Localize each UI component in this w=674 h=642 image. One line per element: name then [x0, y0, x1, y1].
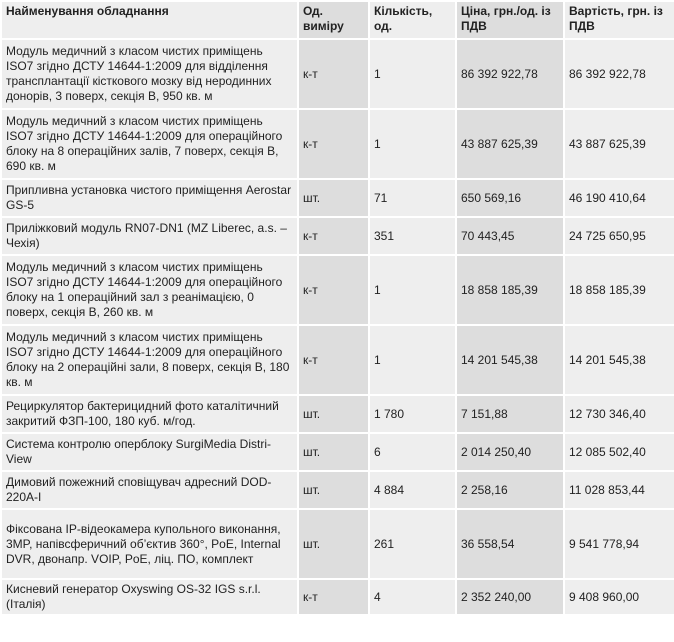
cell-total-cost: 9 408 960,00	[565, 580, 674, 614]
cell-unit: к-т	[299, 326, 368, 394]
cell-unit: шт.	[299, 180, 368, 216]
header-equipment-name: Найменування обладнання	[2, 2, 297, 38]
cell-unit: к-т	[299, 110, 368, 178]
table-row	[2, 580, 674, 614]
cell-unit-price: 650 569,16	[457, 180, 563, 216]
cell-equipment-name: Кисневий генератор Oxyswing OS-32 IGS s.r.l. (Італія)	[2, 580, 297, 614]
header-unit: Од. виміру	[299, 2, 368, 38]
cell-quantity: 4 884	[370, 472, 455, 508]
cell-total-cost: 86 392 922,78	[565, 40, 674, 108]
header-quantity: Кількість, од.	[370, 2, 455, 38]
cell-unit-price: 70 443,45	[457, 218, 563, 254]
cell-unit: шт.	[299, 434, 368, 470]
cell-unit: к-т	[299, 580, 368, 614]
table-row	[2, 218, 674, 254]
cell-total-cost: 18 858 185,39	[565, 256, 674, 324]
table-row	[2, 180, 674, 216]
cell-unit: к-т	[299, 218, 368, 254]
cell-unit-price: 36 558,54	[457, 510, 563, 578]
table-row	[2, 110, 674, 178]
cell-unit-price: 43 887 625,39	[457, 110, 563, 178]
cell-unit: шт.	[299, 396, 368, 432]
cell-quantity: 351	[370, 218, 455, 254]
cell-equipment-name: Рециркулятор бактерицидний фото каталітичний закритий ФЗП-100, 180 куб. м/год.	[2, 396, 297, 432]
header-total-cost: Вартість, грн. із ПДВ	[565, 2, 674, 38]
cell-total-cost: 12 730 346,40	[565, 396, 674, 432]
table-row	[2, 510, 674, 578]
table-row	[2, 40, 674, 108]
cell-equipment-name: Припливна установка чистого приміщення Aerostar GS-5	[2, 180, 297, 216]
cell-total-cost: 43 887 625,39	[565, 110, 674, 178]
cell-unit-price: 18 858 185,39	[457, 256, 563, 324]
table-row	[2, 472, 674, 508]
cell-unit-price: 7 151,88	[457, 396, 563, 432]
cell-unit-price: 2 014 250,40	[457, 434, 563, 470]
cell-quantity: 1 780	[370, 396, 455, 432]
cell-quantity: 261	[370, 510, 455, 578]
cell-unit-price: 86 392 922,78	[457, 40, 563, 108]
cell-quantity: 1	[370, 256, 455, 324]
cell-total-cost: 24 725 650,95	[565, 218, 674, 254]
header-unit-price: Ціна, грн./од. із ПДВ	[457, 2, 563, 38]
cell-quantity: 4	[370, 580, 455, 614]
cell-unit-price: 2 352 240,00	[457, 580, 563, 614]
cell-total-cost: 46 190 410,64	[565, 180, 674, 216]
header-row	[2, 2, 674, 38]
cell-equipment-name: Модуль медичний з класом чистих приміщень ISO7 згідно ДСТУ 14644-1:2009 для відділення трансплантації кісткового мозку від неродинних донорів, 3 поверх, секція В, 950 кв. м	[2, 40, 297, 108]
table-row	[2, 434, 674, 470]
table-row	[2, 326, 674, 394]
cell-quantity: 1	[370, 326, 455, 394]
cell-equipment-name: Модуль медичний з класом чистих приміщень ISO7 згідно ДСТУ 14644-1:2009 для операційного блоку на 1 операційний зал з реанімацією, 0 поверх, секція В, 260 кв. м	[2, 256, 297, 324]
cell-total-cost: 14 201 545,38	[565, 326, 674, 394]
cell-quantity: 71	[370, 180, 455, 216]
cell-equipment-name: Модуль медичний з класом чистих приміщень ISO7 згідно ДСТУ 14644-1:2009 для операційного блоку на 8 операційних залів, 7 поверх, секція В, 690 кв. м	[2, 110, 297, 178]
cell-unit-price: 14 201 545,38	[457, 326, 563, 394]
cell-quantity: 6	[370, 434, 455, 470]
cell-unit: шт.	[299, 472, 368, 508]
cell-unit: шт.	[299, 510, 368, 578]
cell-total-cost: 9 541 778,94	[565, 510, 674, 578]
table-row	[2, 396, 674, 432]
cell-unit-price: 2 258,16	[457, 472, 563, 508]
cell-equipment-name: Димовий пожежний сповіщувач адресний DOD-220A-I	[2, 472, 297, 508]
cell-quantity: 1	[370, 110, 455, 178]
cell-equipment-name: Фіксована IP-відеокамера купольного виконання, 3MP, напівсферичний об’єктив 360°, PoE, Internal DVR, двонапр. VOIP, PoE, ліц. ПО, комплект	[2, 510, 297, 578]
table-row	[2, 256, 674, 324]
cell-total-cost: 11 028 853,44	[565, 472, 674, 508]
cell-equipment-name: Система контролю оперблоку SurgiMedia Distri-View	[2, 434, 297, 470]
cell-quantity: 1	[370, 40, 455, 108]
cell-equipment-name: Модуль медичний з класом чистих приміщень ISO7 згідно ДСТУ 14644-1:2009 для операційного блоку на 2 операційні зали, 8 поверх, секція В, 180 кв. м	[2, 326, 297, 394]
cell-equipment-name: Приліжковий модуль RN07-DN1 (MZ Liberec, a.s. – Чехія)	[2, 218, 297, 254]
cell-total-cost: 12 085 502,40	[565, 434, 674, 470]
cell-unit: к-т	[299, 256, 368, 324]
cell-unit: к-т	[299, 40, 368, 108]
